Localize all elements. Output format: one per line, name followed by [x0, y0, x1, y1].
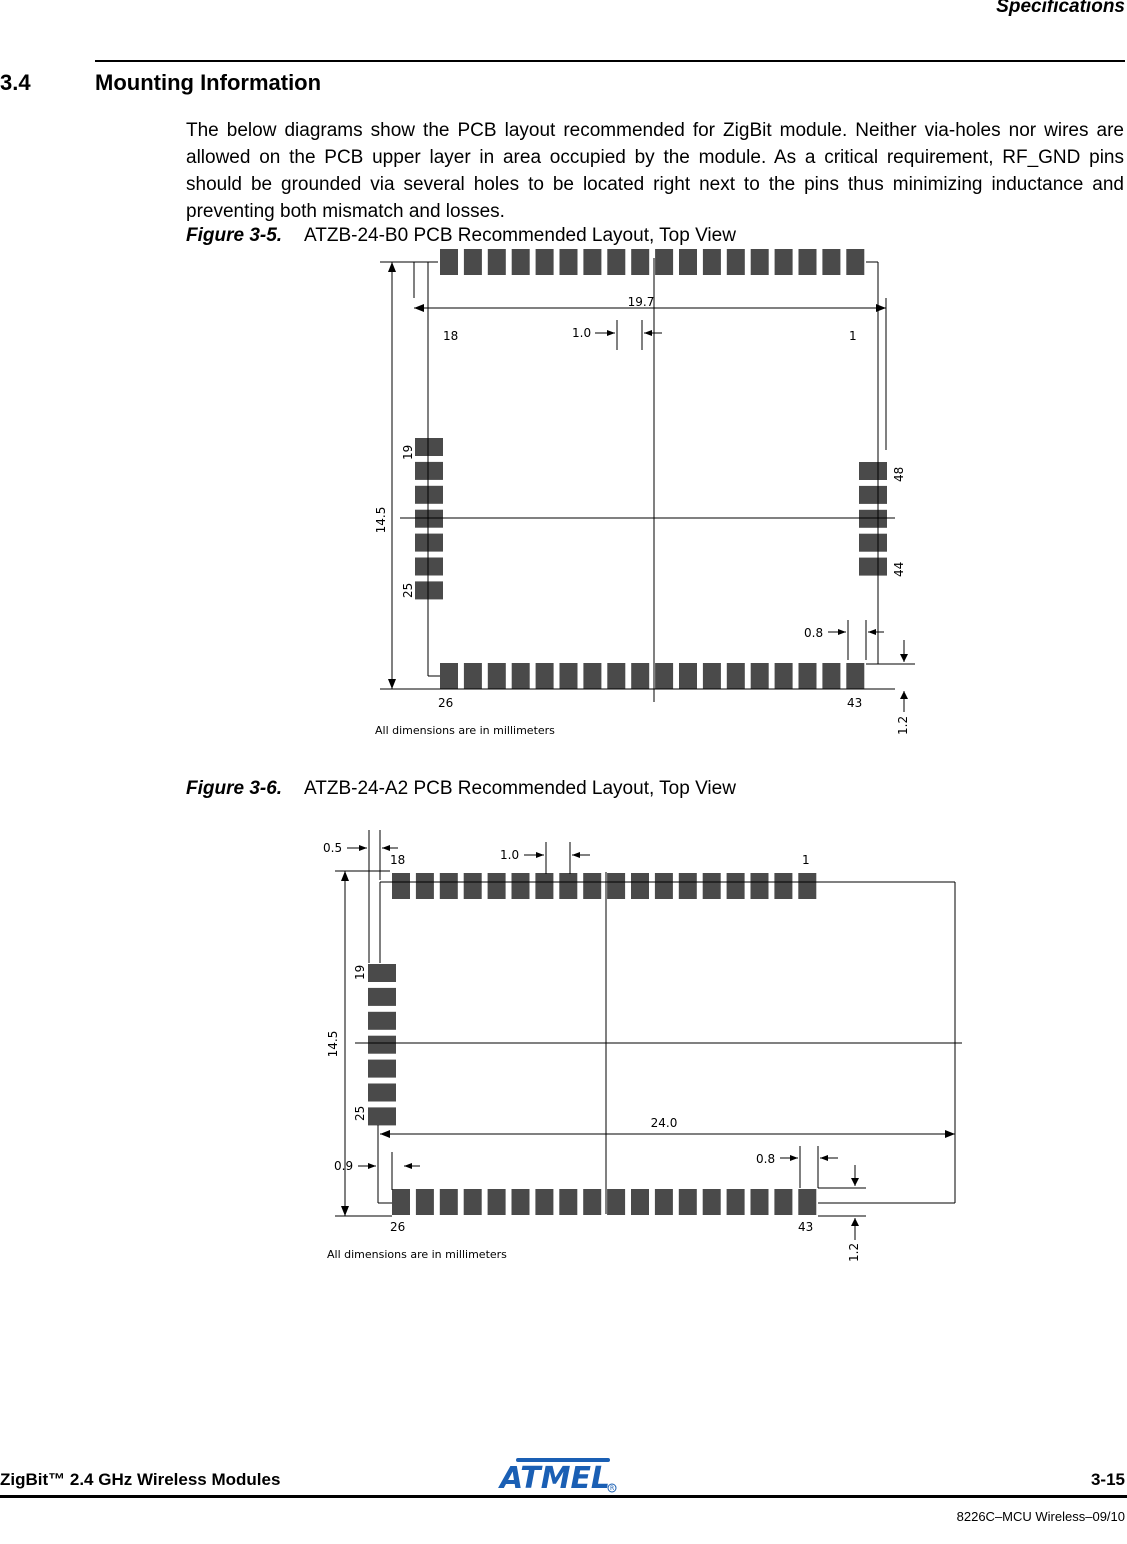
pin-label-43: 43 [798, 1220, 814, 1234]
pcb-pad [607, 1189, 625, 1215]
dim-width: 24.0 [650, 1116, 678, 1130]
pcb-pad [631, 873, 649, 899]
pcb-pad [368, 964, 396, 982]
pcb-pad [703, 1189, 721, 1215]
pcb-pad [392, 873, 410, 899]
pcb-pad [464, 873, 482, 899]
pcb-pad [751, 873, 769, 899]
pcb-pad [368, 988, 396, 1006]
dim-pad-height: 1.2 [896, 715, 910, 735]
document-code: 8226C–MCU Wireless–09/10 [956, 1509, 1125, 1524]
section-number: 3.4 [0, 70, 31, 95]
pin-label-25: 25 [353, 1105, 367, 1121]
pin-label-26: 26 [438, 696, 454, 710]
pcb-pad [464, 1189, 482, 1215]
dim-width: 19.7 [627, 295, 655, 309]
pcb-pad [368, 1012, 396, 1030]
pcb-pad [392, 1189, 410, 1215]
pcb-pad [368, 1084, 396, 1102]
pcb-pad [440, 873, 458, 899]
dim-height: 14.5 [374, 506, 388, 534]
dim-height: 14.5 [326, 1030, 340, 1058]
dim-pad-width: 0.8 [804, 626, 824, 640]
atmel-logo [494, 1458, 619, 1494]
units-note: All dimensions are in millimeters [327, 1248, 507, 1261]
pin-label-1: 1 [802, 853, 810, 867]
pcb-pad [774, 1189, 792, 1215]
pin-label-25: 25 [401, 582, 415, 598]
pcb-pad [655, 873, 673, 899]
pcb-pad [488, 1189, 506, 1215]
pin-label-18: 18 [390, 853, 406, 867]
pcb-pad [368, 1060, 396, 1078]
pcb-pad [416, 1189, 434, 1215]
dim-arrows [341, 845, 955, 1226]
pin-label-44: 44 [892, 561, 906, 577]
section-title: Mounting Information [95, 70, 322, 95]
pin-label-26: 26 [390, 1220, 406, 1234]
figure-title: ATZB-24-A2 PCB Recommended Layout, Top View [304, 778, 736, 799]
pcb-pad [535, 1189, 553, 1215]
pcb-pad [559, 873, 577, 899]
figure-title: ATZB-24-B0 PCB Recommended Layout, Top View [304, 225, 736, 246]
svg-text:R: R [610, 1485, 615, 1492]
pcb-pad [798, 873, 816, 899]
pcb-pad [488, 873, 506, 899]
pin-label-43: 43 [847, 696, 863, 710]
pcb-pad [368, 1036, 396, 1054]
logo-wordmark: ATMEL [498, 1461, 610, 1494]
pcb-pad [512, 1189, 530, 1215]
footer-title: ZigBit™ 2.4 GHz Wireless Modules [0, 1470, 281, 1489]
pad-group [368, 873, 816, 1215]
dim-left: 0.9 [334, 1159, 354, 1173]
pcb-pad [583, 873, 601, 899]
pin-label-19: 19 [401, 444, 415, 460]
figure-label: Figure 3-5. [186, 225, 283, 246]
pcb-pad [727, 1189, 745, 1215]
pcb-pad [798, 1189, 816, 1215]
pcb-pad [655, 1189, 673, 1215]
body-paragraph: The below diagrams show the PCB layout recommended for ZigBit module. Neither via-holes nor wires are allowed on the PCB upper layer in area occupied by the module. As a critical requirement, RF_GND pins should be grounded via several holes to be located right next to the pins thus minimizing inductance and preventing both mismatch and losses. [186, 120, 1124, 222]
pcb-pad [535, 873, 553, 899]
dim-offset: 0.5 [323, 841, 343, 855]
pcb-pad [583, 1189, 601, 1215]
pcb-pad [703, 873, 721, 899]
pcb-pad [774, 873, 792, 899]
pcb-pad [440, 1189, 458, 1215]
pcb-pad [607, 873, 625, 899]
pin-label-48: 48 [892, 466, 906, 482]
pin-label-19: 19 [353, 964, 367, 980]
dim-pitch: 1.0 [572, 326, 592, 340]
pcb-pad [727, 873, 745, 899]
pcb-pad [679, 873, 697, 899]
pcb-pad [679, 1189, 697, 1215]
dim-pad-width: 0.8 [756, 1152, 776, 1166]
units-note: All dimensions are in millimeters [375, 724, 555, 737]
pcb-pad [416, 873, 434, 899]
pcb-pad [368, 1107, 396, 1125]
pin-label-1: 1 [849, 329, 857, 343]
pcb-pad [559, 1189, 577, 1215]
running-header: Specifications [996, 0, 1125, 17]
pin-label-18: 18 [443, 329, 459, 343]
page-number: 3-15 [1090, 1470, 1125, 1489]
pcb-pad [631, 1189, 649, 1215]
pcb-pad [751, 1189, 769, 1215]
dim-pad-height: 1.2 [847, 1242, 861, 1262]
dim-pitch: 1.0 [500, 848, 520, 862]
figure-label: Figure 3-6. [186, 778, 283, 799]
footer-rule [0, 1495, 1127, 1498]
pcb-pad [512, 873, 530, 899]
